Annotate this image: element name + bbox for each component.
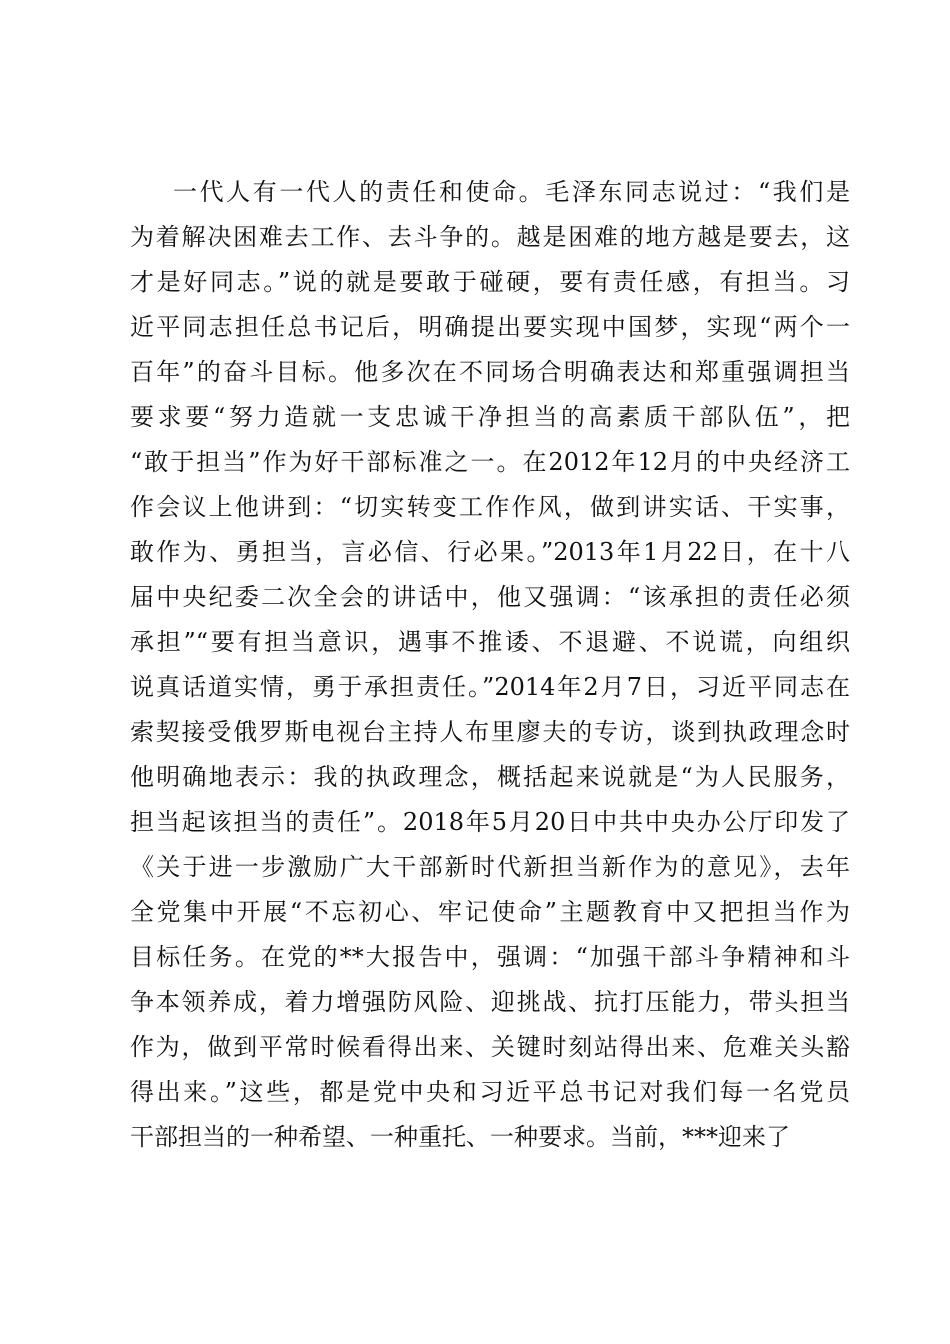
paragraph-line: 届中央纪委二次全会的讲话中，他又强调：“该承担的责任必须 bbox=[130, 583, 850, 611]
paragraph-line: 干部担当的一种希望、一种重托、一种要求。当前，***迎来了 bbox=[130, 1123, 790, 1151]
paragraph-line: 全党集中开展“不忘初心、牢记使命”主题教育中又把担当作为 bbox=[130, 898, 850, 926]
paragraph-line: 目标任务。在党的**大报告中，强调：“加强干部斗争精神和斗 bbox=[130, 943, 850, 971]
paragraph-line: 一代人有一代人的责任和使命。毛泽东同志说过：“我们是 bbox=[173, 178, 850, 206]
paragraph-line: 争本领养成，着力增强防风险、迎挑战、抗打压能力，带头担当 bbox=[130, 988, 850, 1016]
paragraph-line: “敢于担当”作为好干部标准之一。在2012年12月的中央经济工 bbox=[130, 448, 850, 476]
paragraph-line: 作会议上他讲到：“切实转变工作作风，做到讲实话、干实事， bbox=[130, 493, 850, 521]
paragraph-line: 《关于进一步激励广大干部新时代新担当新作为的意见》，去年 bbox=[130, 853, 850, 881]
paragraph-line: 为着解决困难去工作、去斗争的。越是困难的地方越是要去，这 bbox=[130, 223, 850, 251]
paragraph-line: 近平同志担任总书记后，明确提出要实现中国梦，实现“两个一 bbox=[130, 313, 850, 341]
paragraph-line: 得出来。”这些，都是党中央和习近平总书记对我们每一名党员 bbox=[130, 1078, 850, 1106]
paragraph-line: 才是好同志。”说的就是要敢于碰硬，要有责任感，有担当。习 bbox=[130, 268, 850, 296]
paragraph-line: 索契接受俄罗斯电视台主持人布里廖夫的专访，谈到执政理念时 bbox=[130, 718, 850, 746]
paragraph-line: 说真话道实情，勇于承担责任。”2014年2月7日，习近平同志在 bbox=[130, 673, 850, 701]
paragraph-line: 敢作为、勇担当，言必信、行必果。”2013年1月22日，在十八 bbox=[130, 538, 850, 566]
paragraph-line: 百年”的奋斗目标。他多次在不同场合明确表达和郑重强调担当 bbox=[130, 358, 850, 386]
paragraph-line: 承担”“要有担当意识，遇事不推诿、不退避、不说谎，向组织 bbox=[130, 628, 850, 656]
paragraph-line: 要求要“努力造就一支忠诚干净担当的高素质干部队伍”，把 bbox=[130, 403, 850, 431]
paragraph-line: 他明确地表示：我的执政理念，概括起来说就是“为人民服务， bbox=[130, 763, 850, 791]
paragraph-line: 作为，做到平常时候看得出来、关键时刻站得出来、危难关头豁 bbox=[130, 1033, 850, 1061]
body-paragraph bbox=[130, 170, 850, 1160]
paragraph-line: 担当起该担当的责任”。2018年5月20日中共中央办公厅印发了 bbox=[130, 808, 850, 836]
